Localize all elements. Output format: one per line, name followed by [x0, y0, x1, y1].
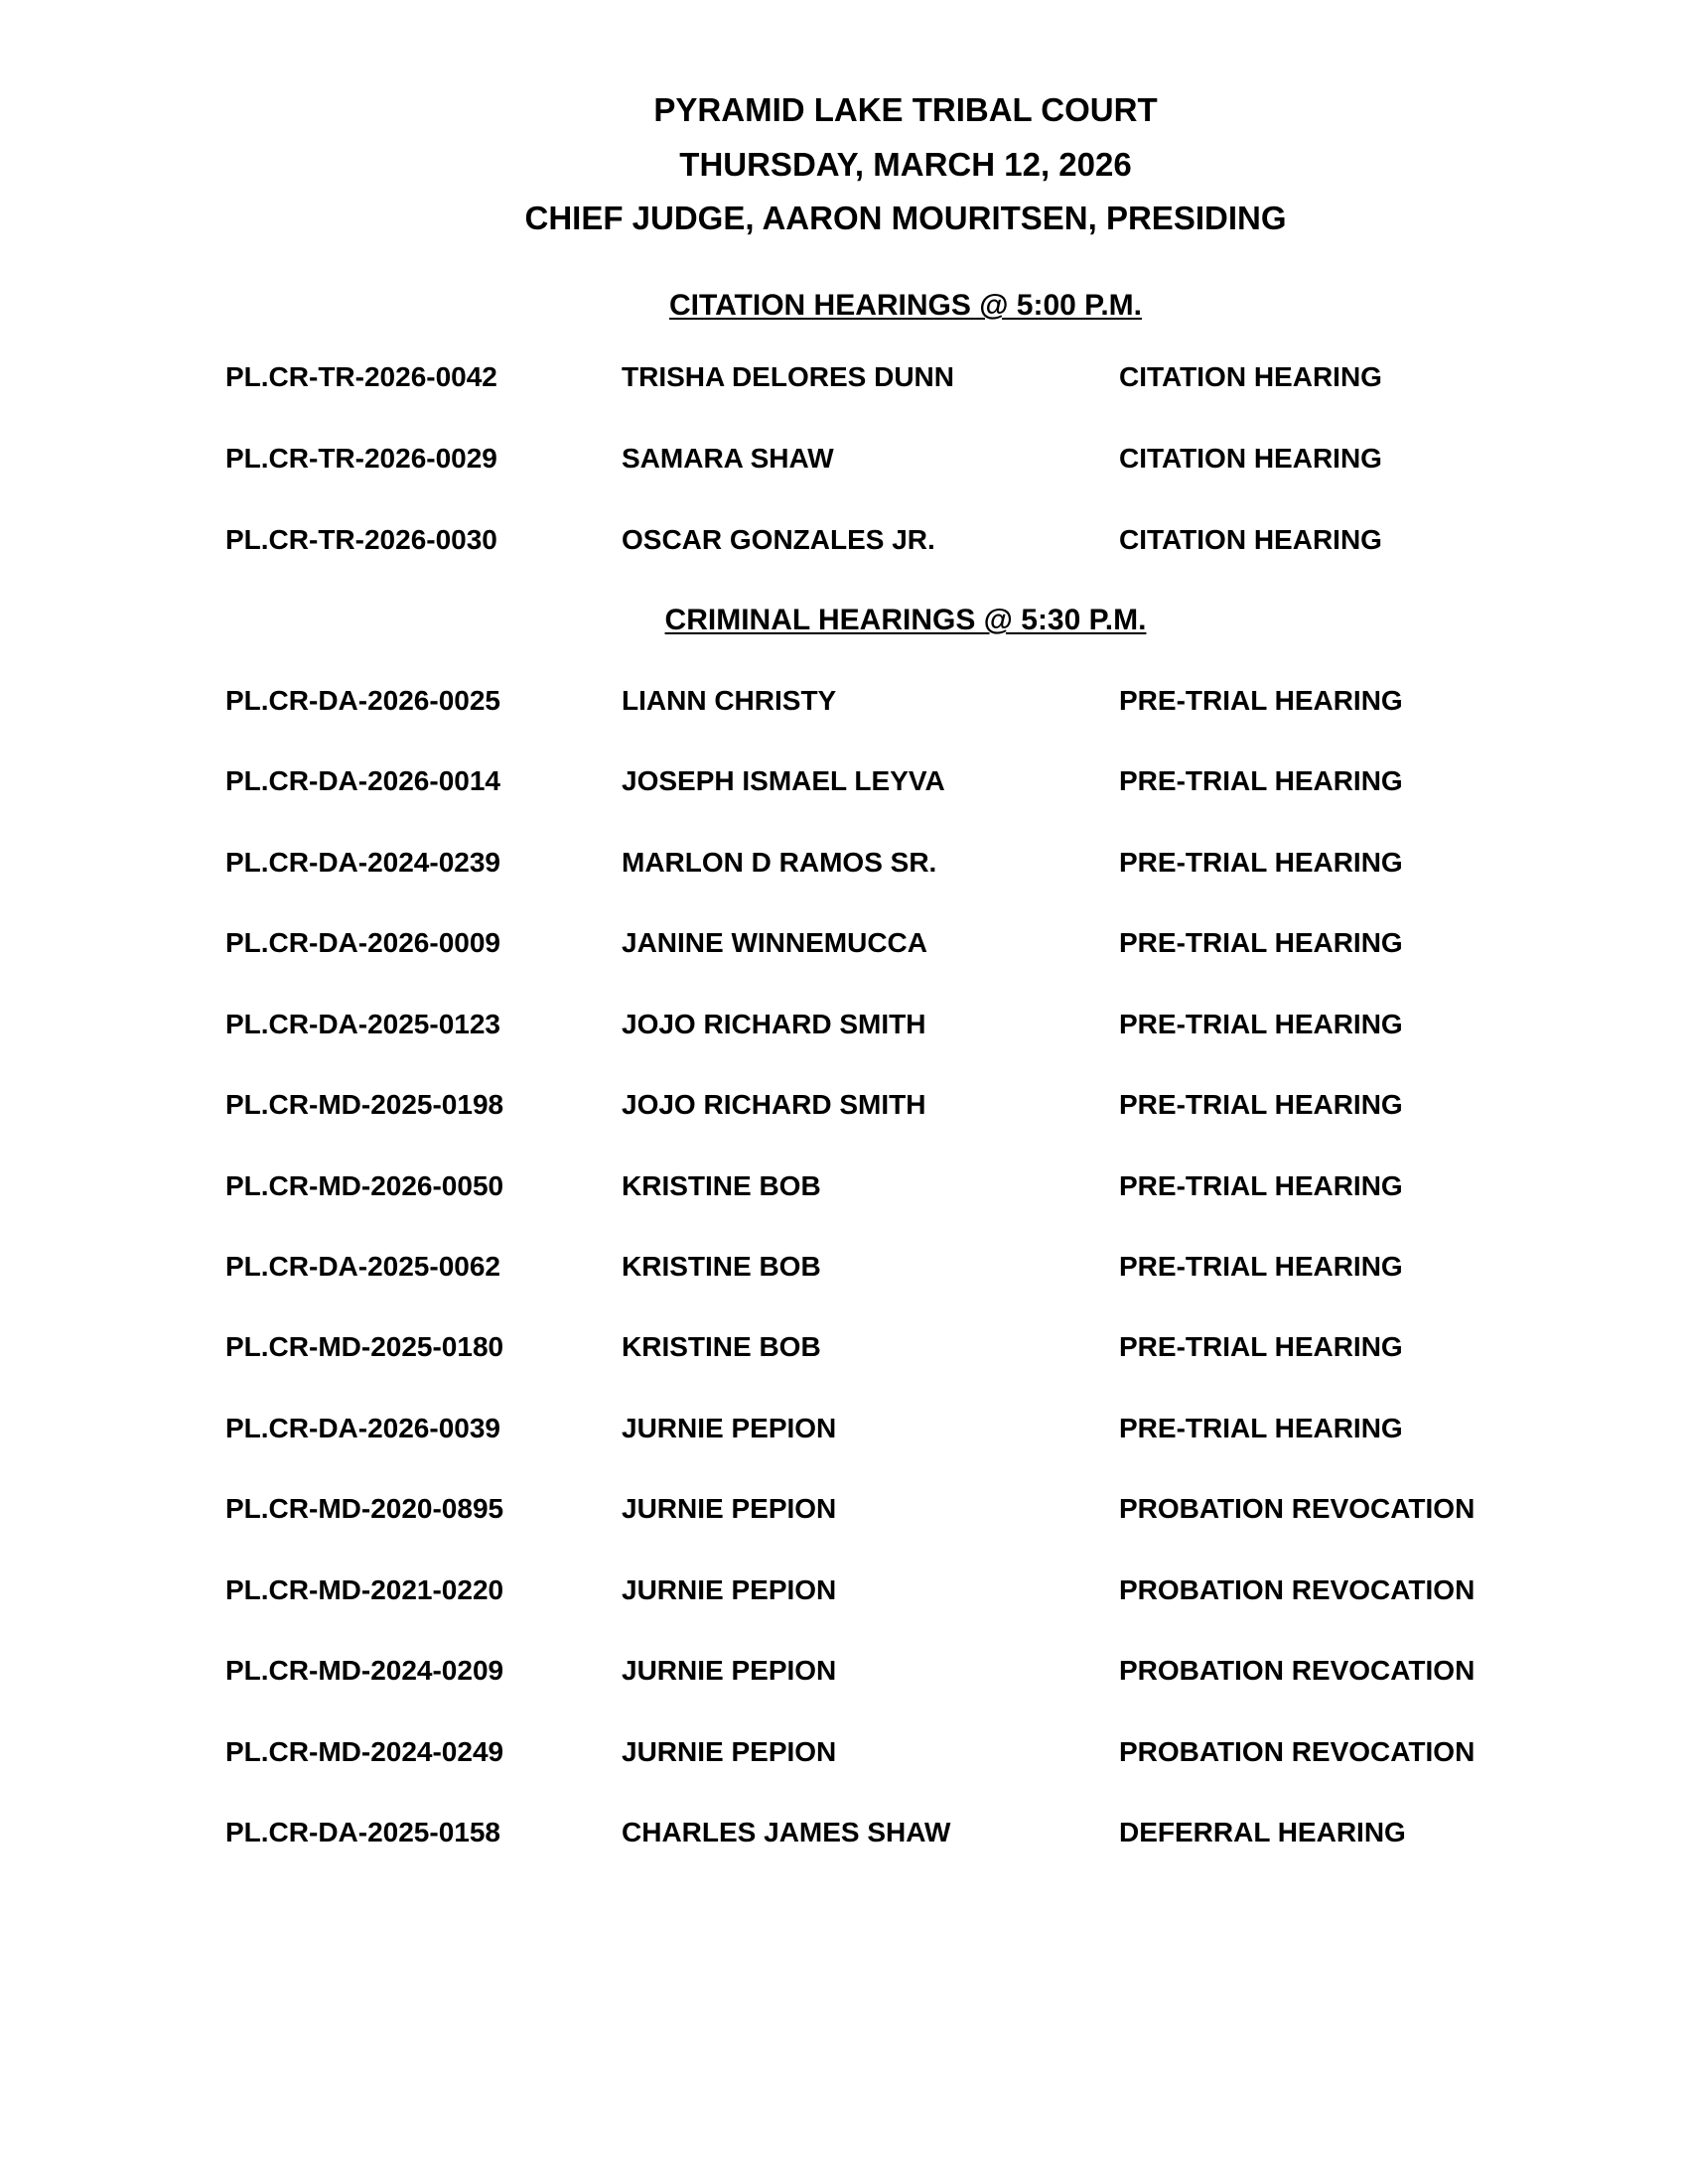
defendant-name: SAMARA SHAW	[622, 443, 834, 474]
defendant-name: KRISTINE BOB	[622, 1251, 821, 1282]
defendant-name: CHARLES JAMES SHAW	[622, 1817, 951, 1847]
case-number: PL.CR-DA-2026-0025	[225, 685, 500, 716]
case-number: PL.CR-MD-2020-0895	[225, 1493, 504, 1524]
case-row	[0, 526, 1688, 554]
case-number: PL.CR-DA-2024-0239	[225, 847, 500, 878]
hearing-type: PROBATION REVOCATION	[1119, 1574, 1476, 1605]
hearing-type: CITATION HEARING	[1119, 443, 1382, 474]
case-number: PL.CR-DA-2026-0014	[225, 765, 500, 796]
case-row	[0, 767, 1688, 795]
case-number: PL.CR-DA-2025-0123	[225, 1009, 500, 1039]
hearing-type: PROBATION REVOCATION	[1119, 1493, 1476, 1524]
case-number: PL.CR-DA-2026-0009	[225, 927, 500, 958]
defendant-name: JOJO RICHARD SMITH	[622, 1089, 926, 1120]
hearing-type: PRE-TRIAL HEARING	[1119, 765, 1403, 796]
case-row	[0, 1819, 1688, 1846]
court-name-title: PYRAMID LAKE TRIBAL COURT	[653, 91, 1158, 128]
case-row	[0, 363, 1688, 391]
case-number: PL.CR-TR-2026-0042	[225, 361, 497, 392]
defendant-name: MARLON D RAMOS SR.	[622, 847, 937, 878]
hearing-type: PRE-TRIAL HEARING	[1119, 1331, 1403, 1362]
defendant-name: KRISTINE BOB	[622, 1331, 821, 1362]
case-number: PL.CR-TR-2026-0030	[225, 524, 497, 555]
case-number: PL.CR-DA-2025-0158	[225, 1817, 500, 1847]
case-number: PL.CR-MD-2024-0209	[225, 1655, 504, 1686]
case-number: PL.CR-MD-2021-0220	[225, 1574, 504, 1605]
defendant-name: JURNIE PEPION	[622, 1493, 837, 1524]
case-row	[0, 1333, 1688, 1361]
defendant-name: LIANN CHRISTY	[622, 685, 837, 716]
hearing-type: PROBATION REVOCATION	[1119, 1736, 1476, 1767]
hearing-type: PRE-TRIAL HEARING	[1119, 1251, 1403, 1282]
hearing-type: PRE-TRIAL HEARING	[1119, 1009, 1403, 1039]
case-row	[0, 849, 1688, 877]
case-row	[0, 1576, 1688, 1604]
case-row	[0, 1657, 1688, 1685]
case-row	[0, 1172, 1688, 1200]
citation-hearings-heading: CITATION HEARINGS @ 5:00 P.M.	[669, 289, 1142, 322]
criminal-hearings-heading: CRIMINAL HEARINGS @ 5:30 P.M.	[664, 604, 1147, 636]
defendant-name: JURNIE PEPION	[622, 1655, 837, 1686]
defendant-name: JURNIE PEPION	[622, 1736, 837, 1767]
case-row	[0, 1738, 1688, 1766]
defendant-name: JOJO RICHARD SMITH	[622, 1009, 926, 1039]
presiding-judge-title: CHIEF JUDGE, AARON MOURITSEN, PRESIDING	[524, 200, 1287, 236]
case-row	[0, 929, 1688, 957]
case-row	[0, 687, 1688, 715]
hearing-type: PRE-TRIAL HEARING	[1119, 1170, 1403, 1201]
case-row	[0, 1253, 1688, 1281]
hearing-type: PRE-TRIAL HEARING	[1119, 927, 1403, 958]
hearing-type: PRE-TRIAL HEARING	[1119, 847, 1403, 878]
case-number: PL.CR-MD-2026-0050	[225, 1170, 504, 1201]
case-number: PL.CR-DA-2025-0062	[225, 1251, 500, 1282]
case-row	[0, 1415, 1688, 1442]
hearing-type: PRE-TRIAL HEARING	[1119, 1413, 1403, 1443]
case-number: PL.CR-MD-2025-0180	[225, 1331, 504, 1362]
hearing-type: DEFERRAL HEARING	[1119, 1817, 1406, 1847]
case-number: PL.CR-MD-2025-0198	[225, 1089, 504, 1120]
hearing-type: PRE-TRIAL HEARING	[1119, 685, 1403, 716]
hearing-type: PRE-TRIAL HEARING	[1119, 1089, 1403, 1120]
case-number: PL.CR-DA-2026-0039	[225, 1413, 500, 1443]
defendant-name: JOSEPH ISMAEL LEYVA	[622, 765, 945, 796]
case-row	[0, 445, 1688, 473]
hearing-date-title: THURSDAY, MARCH 12, 2026	[679, 146, 1132, 183]
case-number: PL.CR-TR-2026-0029	[225, 443, 497, 474]
case-row	[0, 1091, 1688, 1119]
hearing-type: PROBATION REVOCATION	[1119, 1655, 1476, 1686]
defendant-name: TRISHA DELORES DUNN	[622, 361, 954, 392]
hearing-type: CITATION HEARING	[1119, 524, 1382, 555]
case-number: PL.CR-MD-2024-0249	[225, 1736, 504, 1767]
case-row	[0, 1011, 1688, 1038]
hearing-type: CITATION HEARING	[1119, 361, 1382, 392]
defendant-name: OSCAR GONZALES JR.	[622, 524, 935, 555]
case-row	[0, 1495, 1688, 1523]
defendant-name: JURNIE PEPION	[622, 1574, 837, 1605]
defendant-name: JANINE WINNEMUCCA	[622, 927, 927, 958]
defendant-name: JURNIE PEPION	[622, 1413, 837, 1443]
defendant-name: KRISTINE BOB	[622, 1170, 821, 1201]
